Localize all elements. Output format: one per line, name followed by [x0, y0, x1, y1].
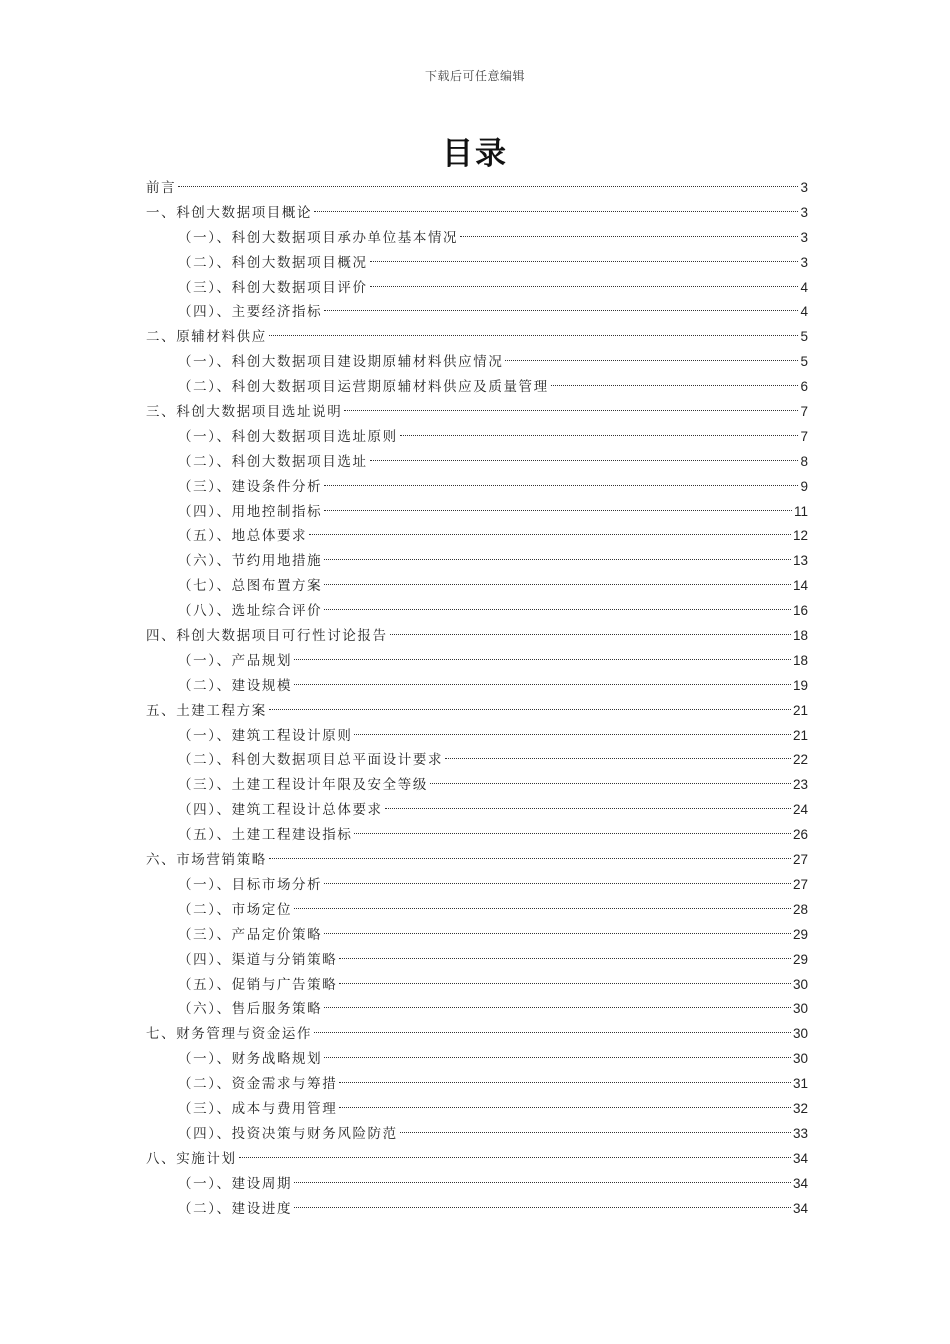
header-note: 下载后可任意编辑 [424, 69, 525, 83]
toc-entry[interactable] [146, 350, 808, 375]
toc-entry-page: 9 [800, 478, 808, 494]
toc-entry[interactable] [146, 450, 808, 475]
toc-entry[interactable] [146, 300, 808, 325]
toc-entry-page: 29 [792, 926, 808, 942]
toc-entry[interactable] [146, 973, 808, 998]
toc-entry[interactable] [146, 649, 808, 674]
toc-entry-page: 3 [800, 229, 808, 245]
toc-leader-dots [294, 659, 791, 660]
toc-entry[interactable] [146, 798, 808, 823]
toc-leader-dots [430, 783, 791, 784]
toc-leader-dots [309, 534, 791, 535]
toc-entry-title: （四）、渠道与分销策略 [178, 951, 338, 968]
toc-entry-page: 30 [792, 1001, 808, 1017]
toc-entry-title: （三）、土建工程设计年限及安全等级 [178, 777, 428, 794]
toc-entry-title: 一、科创大数据项目概论 [146, 204, 313, 221]
toc-leader-dots [460, 236, 798, 237]
toc-leader-dots [339, 1082, 791, 1083]
toc-entry-page: 27 [792, 876, 808, 892]
toc-entry-title: 五、土建工程方案 [146, 702, 267, 719]
toc-entry-page: 30 [792, 1026, 808, 1042]
toc-entry-page: 27 [792, 852, 808, 868]
toc-entry-title: 三、科创大数据项目选址说明 [146, 404, 343, 421]
toc-leader-dots [178, 186, 798, 187]
toc-leader-dots [354, 734, 791, 735]
toc-entry-title: （八）、选址综合评价 [178, 603, 323, 620]
toc-leader-dots [339, 983, 791, 984]
toc-leader-dots [294, 908, 791, 909]
toc-entry-page: 22 [792, 752, 808, 768]
toc-entry[interactable] [146, 1172, 808, 1197]
toc-entry-title: 四、科创大数据项目可行性讨论报告 [146, 628, 388, 645]
toc-entry[interactable] [146, 276, 808, 301]
toc-entry[interactable] [146, 176, 808, 201]
toc-entry-page: 5 [800, 354, 808, 370]
toc-entry-page: 32 [792, 1100, 808, 1116]
toc-entry-title: （一）、科创大数据项目建设期原辅材料供应情况 [178, 354, 504, 371]
toc-entry-page: 30 [792, 1051, 808, 1067]
toc-entry-title: （二）、科创大数据项目运营期原辅材料供应及质量管理 [178, 379, 549, 396]
toc-entry-page: 34 [792, 1175, 808, 1191]
toc-leader-dots [314, 1032, 791, 1033]
toc-entry[interactable] [146, 325, 808, 350]
toc-entry[interactable] [146, 773, 808, 798]
toc-leader-dots [400, 1132, 791, 1133]
toc-entry-page: 29 [792, 951, 808, 967]
toc-entry-title: （四）、用地控制指标 [178, 503, 323, 520]
toc-entry-page: 8 [800, 453, 808, 469]
toc-entry[interactable] [146, 1147, 808, 1172]
toc-entry[interactable] [146, 475, 808, 500]
toc-entry-page: 12 [792, 528, 808, 544]
toc-entry-page: 26 [792, 827, 808, 843]
toc-entry[interactable] [146, 848, 808, 873]
toc-entry-page: 4 [800, 279, 808, 295]
toc-entry-title: （二）、建设规模 [178, 677, 293, 694]
toc-entry-page: 6 [800, 379, 808, 395]
toc-entry-title: （五）、地总体要求 [178, 528, 308, 545]
toc-entry[interactable] [146, 599, 808, 624]
toc-leader-dots [324, 310, 798, 311]
toc-entry-page: 11 [793, 503, 808, 519]
toc-entry-page: 18 [792, 652, 808, 668]
toc-entry-title: （六）、节约用地措施 [178, 553, 323, 570]
toc-entry[interactable] [146, 1097, 808, 1122]
toc-entry-title: （三）、科创大数据项目评价 [178, 279, 368, 296]
toc-entry-page: 18 [792, 628, 808, 644]
toc-entry-title: 八、实施计划 [146, 1150, 237, 1167]
toc-entry[interactable] [146, 574, 808, 599]
toc-leader-dots [294, 684, 791, 685]
toc-entry[interactable] [146, 425, 808, 450]
toc-entry-page: 24 [792, 802, 808, 818]
toc-leader-dots [339, 1107, 791, 1108]
toc-entry-title: （五）、土建工程建设指标 [178, 827, 353, 844]
toc-entry-page: 7 [800, 404, 808, 420]
toc-leader-dots [370, 286, 799, 287]
toc-entry-title: （二）、建设进度 [178, 1200, 293, 1217]
toc-entry-page: 7 [800, 428, 808, 444]
toc-list [146, 176, 808, 1221]
toc-leader-dots [314, 211, 798, 212]
toc-leader-dots [354, 833, 791, 834]
toc-leader-dots [370, 460, 799, 461]
toc-entry-page: 34 [792, 1200, 808, 1216]
toc-entry-title: （一）、建筑工程设计原则 [178, 727, 353, 744]
toc-leader-dots [294, 1207, 791, 1208]
toc-entry-title: （一）、目标市场分析 [178, 876, 323, 893]
toc-leader-dots [324, 1007, 791, 1008]
toc-entry-page: 33 [792, 1125, 808, 1141]
toc-entry[interactable] [146, 251, 808, 276]
toc-entry-page: 31 [792, 1076, 808, 1092]
toc-entry-page: 3 [800, 204, 808, 220]
toc-entry-title: （一）、科创大数据项目承办单位基本情况 [178, 229, 459, 246]
toc-leader-dots [269, 709, 791, 710]
toc-entry[interactable] [146, 923, 808, 948]
toc-entry-title: （四）、投资决策与财务风险防范 [178, 1125, 398, 1142]
toc-entry-page: 23 [792, 777, 808, 793]
toc-leader-dots [324, 559, 791, 560]
toc-entry-page: 21 [792, 702, 808, 718]
toc-leader-dots [324, 510, 792, 511]
toc-leader-dots [324, 1057, 791, 1058]
toc-entry-title: （三）、产品定价策略 [178, 926, 323, 943]
toc-entry-title: 六、市场营销策略 [146, 852, 267, 869]
toc-entry-page: 21 [792, 727, 808, 743]
toc-entry[interactable] [146, 724, 808, 749]
toc-entry-page: 19 [792, 677, 808, 693]
toc-leader-dots [294, 1182, 791, 1183]
toc-entry[interactable] [146, 500, 808, 525]
toc-leader-dots [324, 485, 798, 486]
toc-entry[interactable] [146, 201, 808, 226]
toc-entry-title: （二）、科创大数据项目选址 [178, 453, 368, 470]
toc-entry-page: 5 [800, 329, 808, 345]
toc-entry-title: （五）、促销与广告策略 [178, 976, 338, 993]
toc-entry-title: （六）、售后服务策略 [178, 1001, 323, 1018]
toc-leader-dots [339, 958, 791, 959]
toc-entry[interactable] [146, 997, 808, 1022]
toc-entry-title: 七、财务管理与资金运作 [146, 1026, 313, 1043]
toc-entry-page: 3 [800, 254, 808, 270]
toc-entry-title: 前言 [146, 180, 177, 196]
toc-entry[interactable] [146, 549, 808, 574]
toc-entry-page: 30 [792, 976, 808, 992]
toc-leader-dots [344, 410, 798, 411]
toc-leader-dots [400, 435, 799, 436]
toc-leader-dots [324, 584, 791, 585]
toc-leader-dots [239, 1157, 791, 1158]
toc-entry[interactable] [146, 699, 808, 724]
toc-leader-dots [551, 385, 799, 386]
toc-leader-dots [385, 808, 791, 809]
toc-entry[interactable] [146, 524, 808, 549]
toc-entry[interactable] [146, 1072, 808, 1097]
toc-entry-title: 二、原辅材料供应 [146, 329, 267, 346]
toc-entry-title: （四）、主要经济指标 [178, 304, 323, 321]
toc-entry[interactable] [146, 823, 808, 848]
toc-leader-dots [370, 261, 799, 262]
toc-entry[interactable] [146, 1122, 808, 1147]
toc-entry[interactable] [146, 748, 808, 773]
toc-entry[interactable] [146, 898, 808, 923]
toc-entry[interactable] [146, 226, 808, 251]
toc-entry-page: 16 [792, 603, 808, 619]
toc-leader-dots [269, 858, 791, 859]
toc-entry-title: （一）、科创大数据项目选址原则 [178, 428, 398, 445]
toc-entry[interactable] [146, 873, 808, 898]
toc-entry-page: 14 [792, 578, 808, 594]
toc-leader-dots [390, 634, 791, 635]
toc-entry[interactable] [146, 375, 808, 400]
toc-leader-dots [269, 335, 799, 336]
toc-entry-title: （七）、总图布置方案 [178, 578, 323, 595]
toc-entry-page: 34 [792, 1150, 808, 1166]
toc-entry-title: （三）、成本与费用管理 [178, 1100, 338, 1117]
toc-entry-page: 13 [792, 553, 808, 569]
toc-entry[interactable] [146, 624, 808, 649]
toc-entry-title: （一）、建设周期 [178, 1175, 293, 1192]
toc-entry[interactable] [146, 1022, 808, 1047]
toc-leader-dots [324, 883, 791, 884]
toc-entry-title: （一）、产品规划 [178, 652, 293, 669]
toc-entry-title: （二）、科创大数据项目概况 [178, 254, 368, 271]
toc-leader-dots [324, 609, 791, 610]
toc-entry-page: 3 [800, 180, 808, 195]
toc-entry-title: （一）、财务战略规划 [178, 1051, 323, 1068]
toc-entry-title: （四）、建筑工程设计总体要求 [178, 802, 383, 819]
toc-entry-page: 4 [800, 304, 808, 320]
toc-entry-page: 28 [792, 901, 808, 917]
toc-entry[interactable] [146, 400, 808, 425]
toc-leader-dots [445, 758, 791, 759]
toc-entry-title: （二）、资金需求与筹措 [178, 1076, 338, 1093]
toc-entry[interactable] [146, 1047, 808, 1072]
toc-leader-dots [324, 933, 791, 934]
toc-leader-dots [505, 360, 798, 361]
toc-entry[interactable] [146, 948, 808, 973]
toc-title: 目录 [442, 136, 508, 172]
toc-entry[interactable] [146, 1197, 808, 1222]
toc-entry-title: （二）、科创大数据项目总平面设计要求 [178, 752, 444, 769]
toc-entry[interactable] [146, 674, 808, 699]
toc-entry-title: （二）、市场定位 [178, 901, 293, 918]
toc-entry-title: （三）、建设条件分析 [178, 478, 323, 495]
